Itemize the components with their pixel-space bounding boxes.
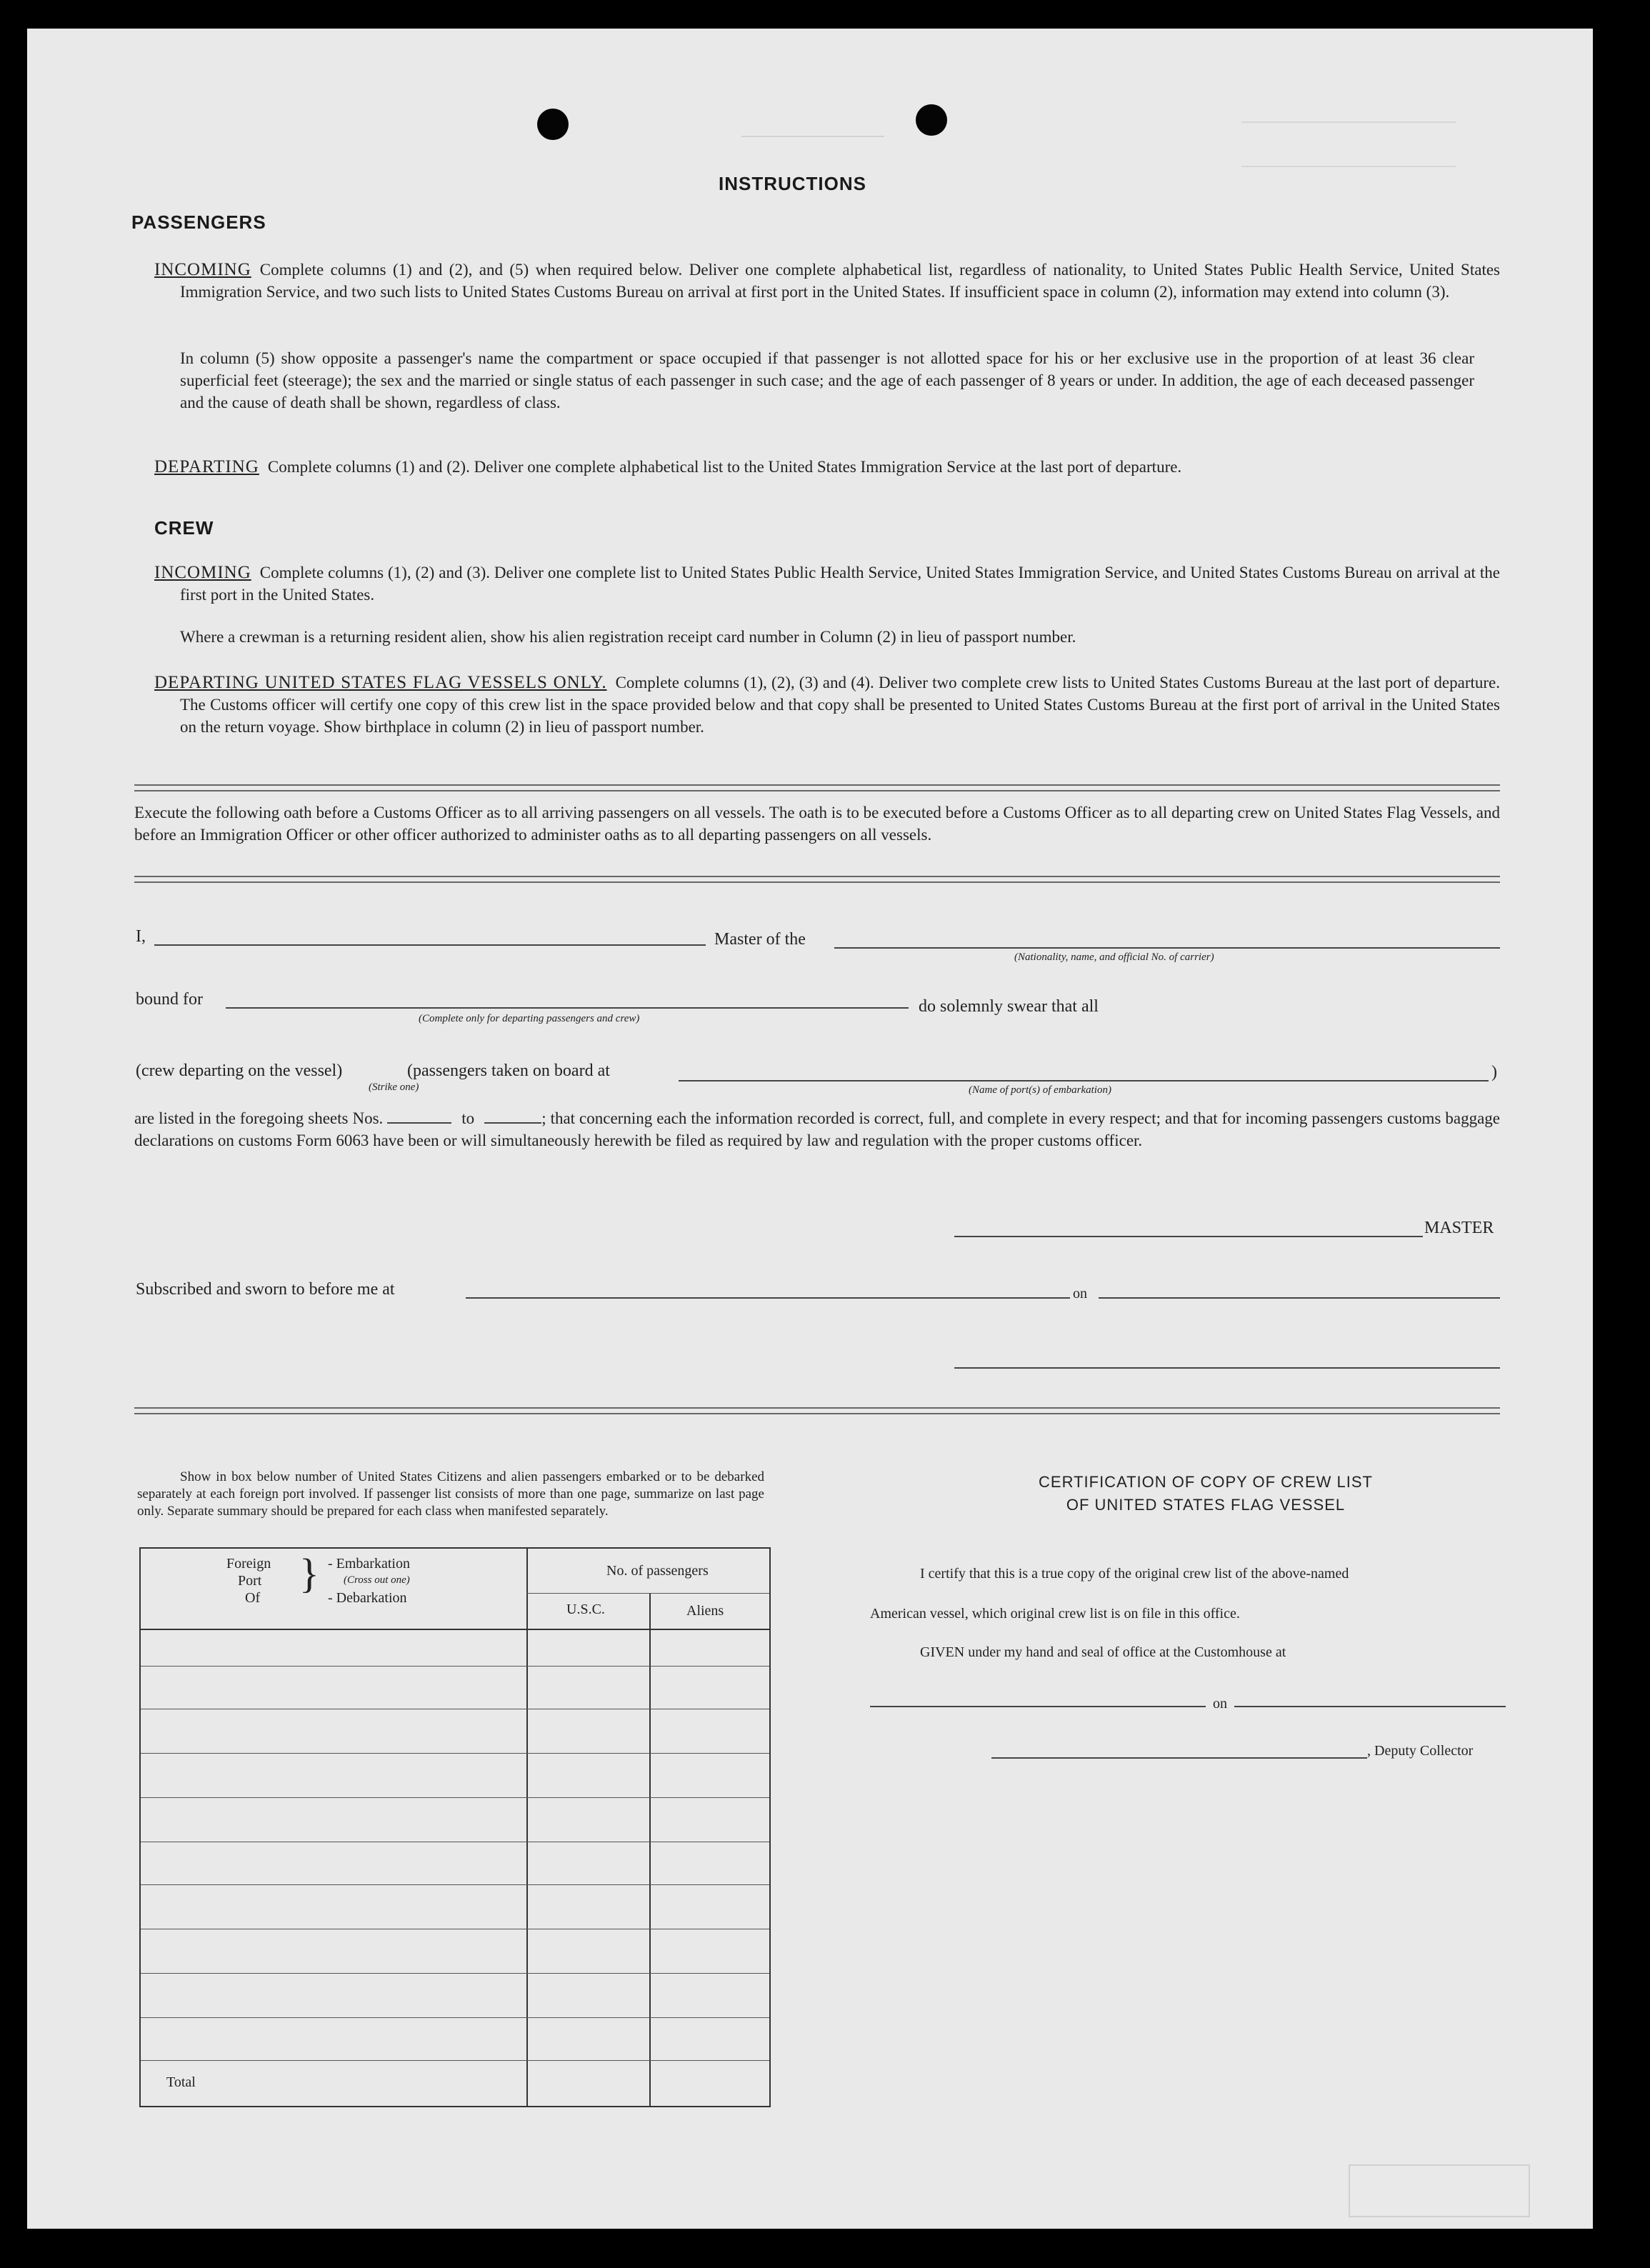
customhouse-date-field[interactable] <box>1234 1706 1506 1707</box>
passengers-departing-paragraph <box>154 456 1500 478</box>
table-divider <box>526 1593 769 1594</box>
usc-header: U.S.C. <box>566 1602 605 1617</box>
table-divider <box>649 1593 651 2106</box>
passengers-incoming-tag: INCOMING <box>154 260 251 279</box>
table-divider <box>526 1549 528 2106</box>
punch-hole-right <box>916 104 947 136</box>
total-label: Total <box>166 2074 196 2090</box>
crew-resident-paragraph: Where a crewman is a returning resident alien, show his alien registration receipt card number in Column (2) in lieu of passport number. <box>180 628 1076 646</box>
cross-out-caption: (Cross out one) <box>344 1574 410 1586</box>
oath-i-label: I, <box>136 927 146 946</box>
sworn-on-label: on <box>1073 1286 1087 1302</box>
passengers-taken-option: (passengers taken on board at <box>407 1061 610 1080</box>
passengers-departing-text: Complete columns (1) and (2). Deliver one complete alphabetical list to the United States Immigration Service at the last port of departure. <box>267 458 1182 476</box>
oath-intro-paragraph: Execute the following oath before a Customs Officer as to all arriving passengers on all vessels. The oath is to be executed before a Customs Officer as to all departing crew on United States Flag Vessels, and before an Immigration Officer or other officer authorized to administer oaths as to all departing passengers on all vessels. <box>134 804 1500 844</box>
customhouse-place-field[interactable] <box>870 1706 1206 1707</box>
crew-departing-option: (crew departing on the vessel) <box>136 1061 343 1080</box>
carrier-caption: (Nationality, name, and official No. of carrier) <box>1014 951 1214 963</box>
master-label: MASTER <box>1424 1219 1494 1237</box>
bleed-through-texture <box>741 136 884 159</box>
port-embarkation-caption: (Name of port(s) of embarkation) <box>969 1084 1111 1096</box>
port-embarkation-field[interactable] <box>679 1080 1489 1081</box>
table-row <box>141 2017 769 2018</box>
oath-listed-paragraph <box>134 1107 1500 1152</box>
listed-to-label: to <box>461 1109 475 1127</box>
debarkation-label: - Debarkation <box>328 1590 407 1606</box>
form-page <box>27 29 1593 2229</box>
table-divider <box>141 1629 769 1630</box>
officer-signature-field[interactable] <box>954 1367 1500 1369</box>
section-divider <box>134 784 1500 791</box>
port-label: Port <box>238 1573 262 1589</box>
master-name-field[interactable] <box>154 944 706 946</box>
passengers-column5-paragraph: In column (5) show opposite a passenger's name the compartment or space occupied if that passenger is not allotted space for his or her exclusive use in the proportion of at least 36 clear superficial feet (steerage); the sex and the married or single status of each passenger in such case; and the age of each passenger of 8 years or under. In addition, the age of each deceased passenger and the cause of death shall be shown, regardless of class. <box>180 349 1474 411</box>
bleed-through-texture <box>1349 2164 1530 2217</box>
sworn-place-field[interactable] <box>466 1297 1070 1299</box>
carrier-field[interactable] <box>834 947 1500 949</box>
listed-text-1: are listed in the foregoing sheets Nos. <box>134 1109 384 1127</box>
crew-departing-paragraph <box>154 671 1500 738</box>
certification-heading-2: OF UNITED STATES FLAG VESSEL <box>1066 1496 1346 1514</box>
passengers-incoming-text: Complete columns (1) and (2), and (5) when required below. Deliver one complete alphabetical list, regardless of nationality, to United States Public Health Service, United States Immigration Service, and two such lists to United States Customs Bureau on arrival at first port in the United States. If insufficient space in column (2), information may extend into column (3). <box>180 261 1500 301</box>
crew-departing-text: Complete columns (1), (2), (3) and (4). Deliver two complete crew lists to United States Customs Bureau at the last port of departure. The Customs officer will certify one copy of this crew list in the space provided below and that copy shall be presented to United States Customs Bureau at the first port of arrival in the United States on the return voyage. Show birthplace in column (2) in lieu of passport number. <box>180 674 1500 736</box>
table-row <box>141 1973 769 1974</box>
passengers-departing-tag: DEPARTING <box>154 457 259 476</box>
bound-for-caption: (Complete only for departing passengers and crew) <box>419 1013 640 1024</box>
table-row <box>141 2060 769 2061</box>
oath-bound-for-label: bound for <box>136 990 203 1009</box>
crew-departing-tag: DEPARTING UNITED STATES FLAG VESSELS ONLY. <box>154 673 607 692</box>
cert-on-label: on <box>1213 1696 1227 1712</box>
passenger-summary-table <box>139 1547 771 2107</box>
section-divider <box>134 1407 1500 1414</box>
oath-swear-label: do solemnly swear that all <box>919 997 1099 1016</box>
bleed-through-texture <box>1241 121 1456 167</box>
close-paren: ) <box>1491 1063 1497 1081</box>
deputy-collector-label: , Deputy Collector <box>1367 1743 1474 1759</box>
aliens-header: Aliens <box>686 1603 724 1619</box>
deputy-signature-field[interactable] <box>991 1757 1367 1759</box>
oath-master-of-label: Master of the <box>714 930 806 949</box>
punch-hole-left <box>537 109 569 140</box>
crew-incoming-tag: INCOMING <box>154 563 251 582</box>
brace-glyph: } <box>299 1550 319 1597</box>
table-row <box>141 1753 769 1754</box>
certification-heading-1: CERTIFICATION OF COPY OF CREW LIST <box>1039 1473 1373 1491</box>
section-divider <box>134 876 1500 883</box>
of-label: Of <box>245 1590 261 1606</box>
strike-one-caption: (Strike one) <box>369 1081 419 1093</box>
master-signature-field[interactable] <box>954 1236 1423 1237</box>
no-passengers-header: No. of passengers <box>606 1563 709 1579</box>
crew-incoming-text: Complete columns (1), (2) and (3). Deliver one complete list to United States Public Health Service, United States Immigration Service, and United States Customs Bureau on arrival at the first port in the United States. <box>180 564 1500 604</box>
page-title: INSTRUCTIONS <box>719 173 866 194</box>
certify-text-1: I certify that this is a true copy of the original crew list of the above-named <box>920 1566 1349 1582</box>
crew-heading: CREW <box>154 517 214 539</box>
sheet-to-field[interactable] <box>484 1108 541 1124</box>
given-text: GIVEN under my hand and seal of office at the Customhouse at <box>920 1644 1286 1660</box>
listed-text-2: ; that concerning each the information recorded is correct, full, and complete in every respect; and that for incoming passengers customs baggage declarations on customs Form 6063 have been or will simultaneously herewith be filed as required by law and regulation with the proper customs officer. <box>134 1109 1501 1149</box>
sworn-date-field[interactable] <box>1099 1297 1500 1299</box>
table-row <box>141 1666 769 1667</box>
bound-for-field[interactable] <box>226 1007 909 1009</box>
sheet-from-field[interactable] <box>387 1108 451 1124</box>
foreign-label: Foreign <box>226 1556 271 1572</box>
passengers-incoming-paragraph <box>154 259 1500 303</box>
passengers-heading: PASSENGERS <box>131 211 266 233</box>
table-row <box>141 1884 769 1885</box>
table-row <box>141 1797 769 1798</box>
subscribed-label: Subscribed and sworn to before me at <box>136 1280 395 1299</box>
certify-text-2: American vessel, which original crew list is on file in this office. <box>870 1606 1240 1622</box>
crew-incoming-paragraph <box>154 561 1500 606</box>
summary-instructions: Show in box below number of United States Citizens and alien passengers embarked or to be debarked separately at each foreign port involved. If passenger list consists of more than one page, summarize on last page only. Separate summary should be prepared for each class when manifested separately. <box>137 1469 764 1519</box>
embarkation-label: - Embarkation <box>328 1556 410 1572</box>
